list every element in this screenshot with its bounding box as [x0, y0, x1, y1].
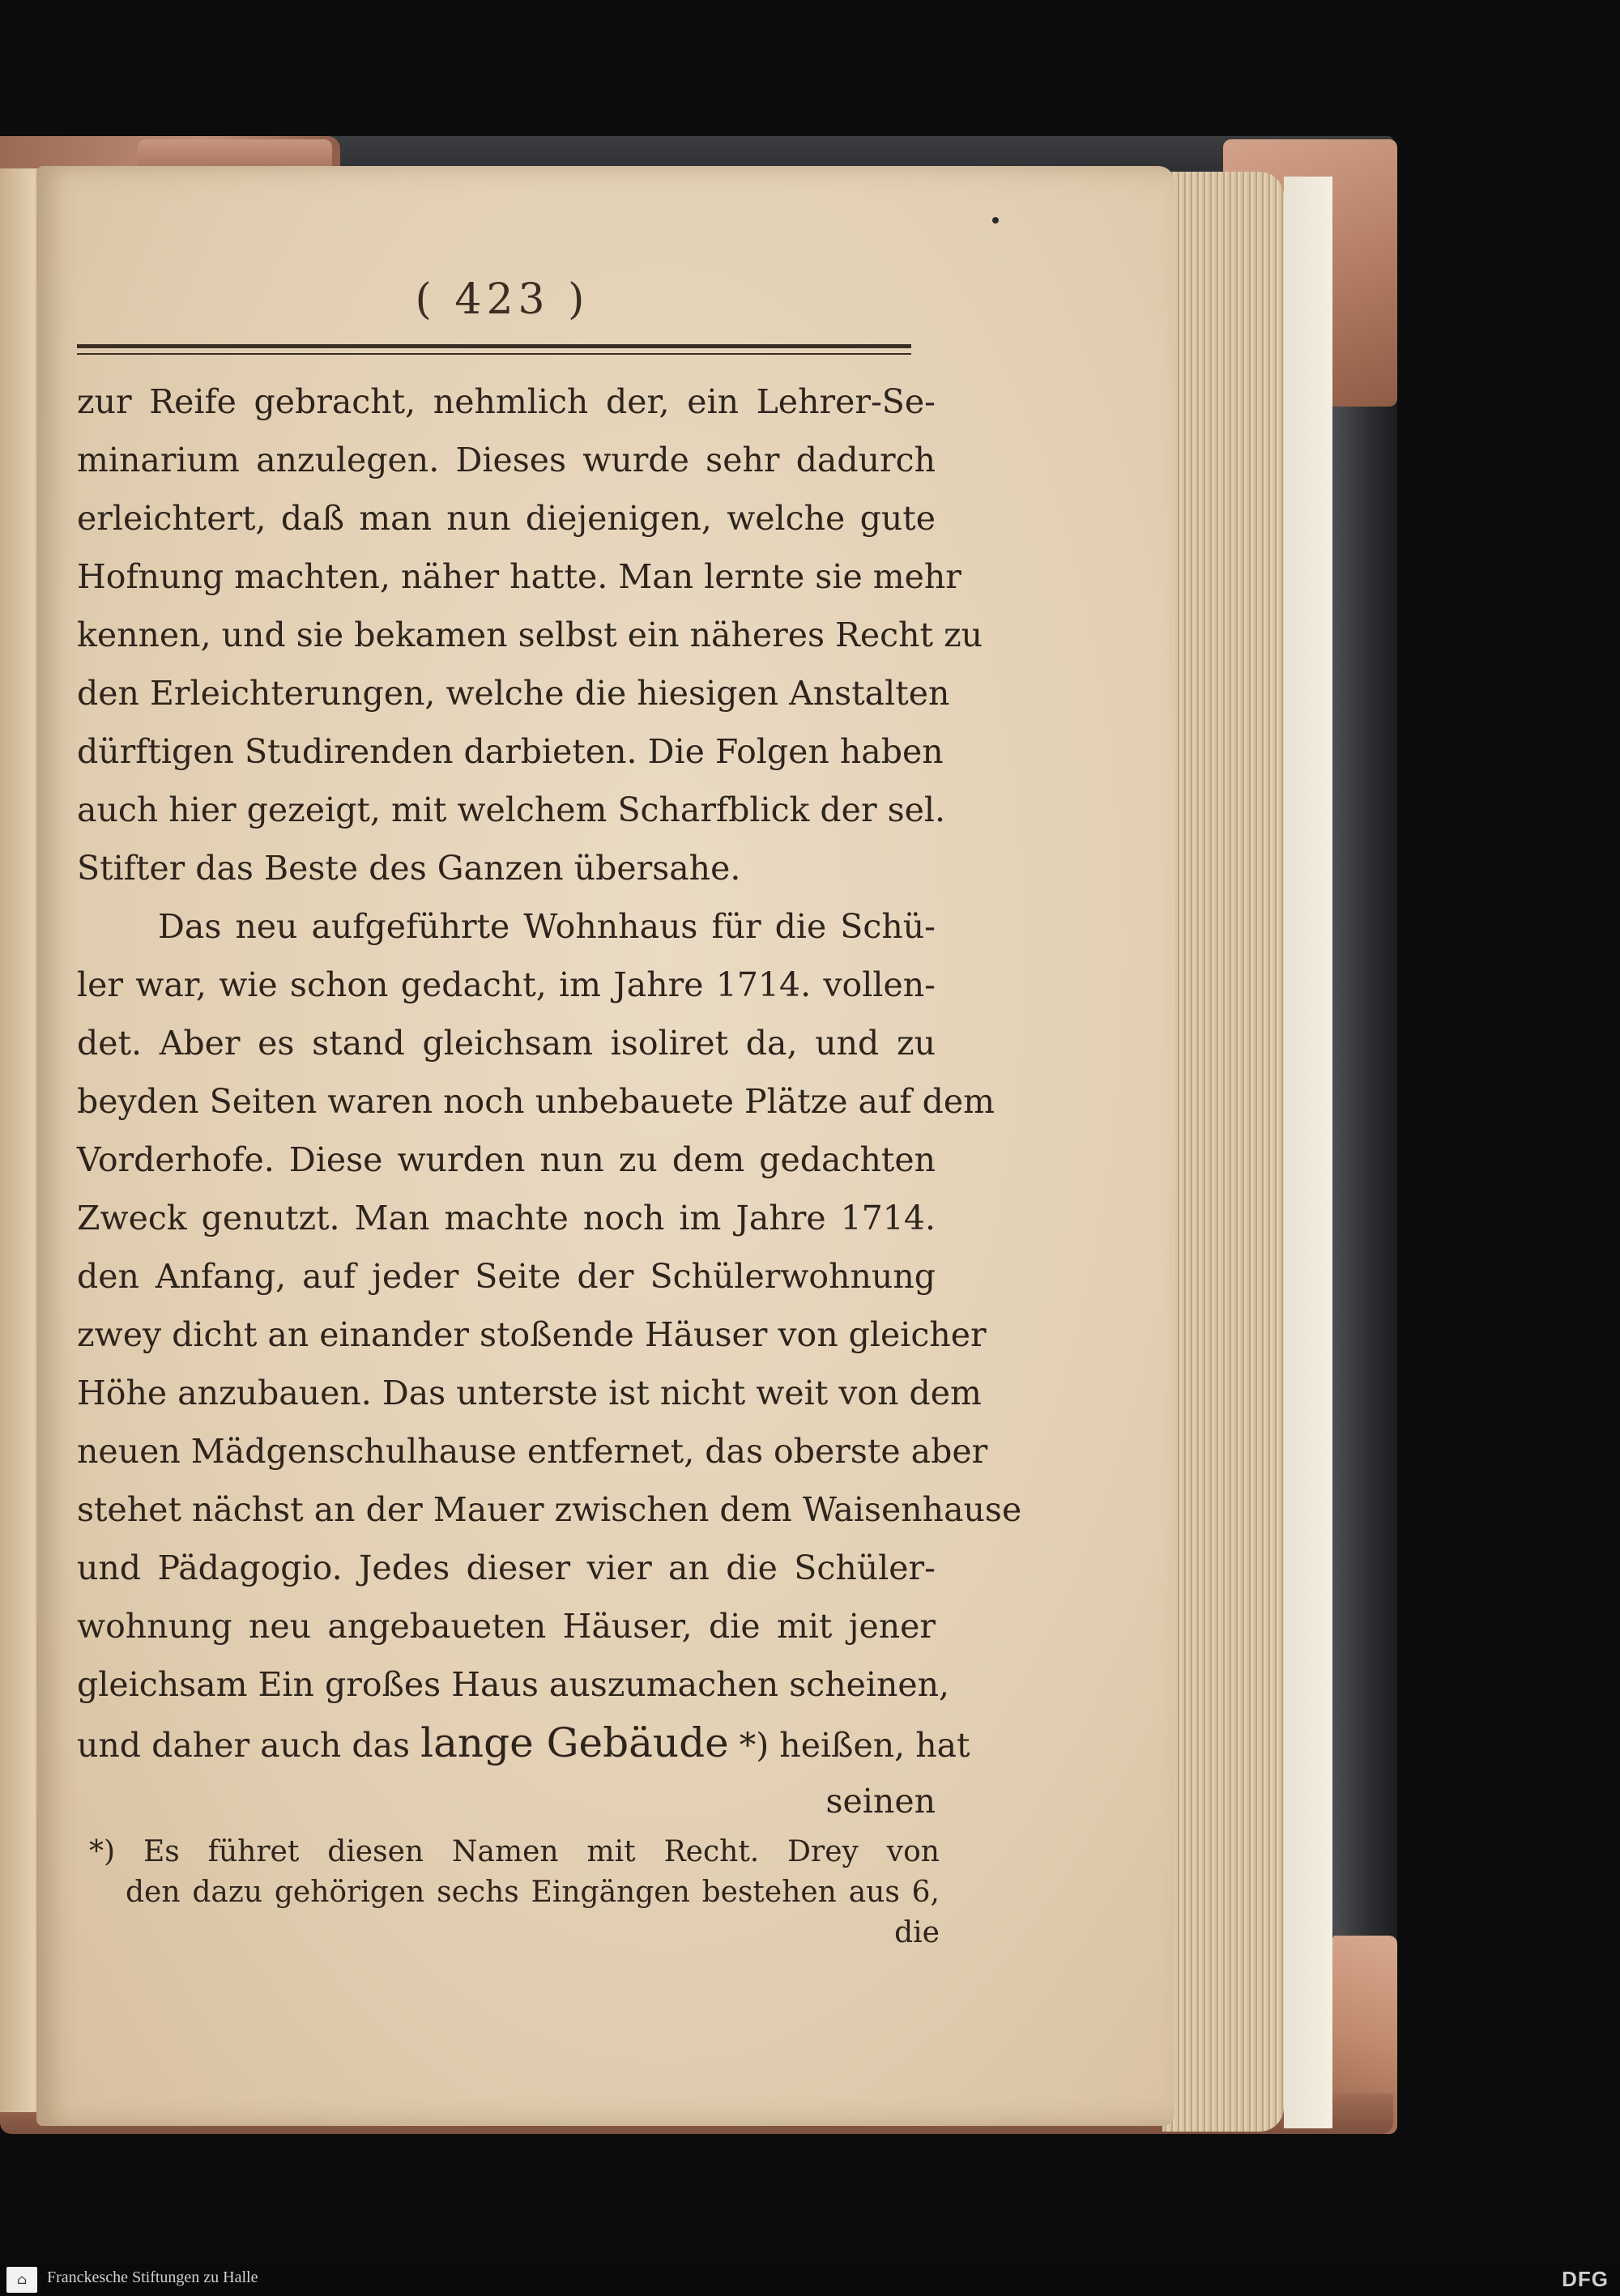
text-line-emphasis [77, 1714, 970, 1772]
text-fragment: *) heißen, hat [728, 1726, 970, 1765]
text-line: Vorderhofe. Diese wurden nun zu dem gedachten [77, 1140, 936, 1179]
page-number: ( 423 ) [415, 275, 590, 324]
text-line: beyden Seiten waren noch unbebauete Plätze auf dem [77, 1082, 995, 1121]
funder-logo: DFG [1562, 2267, 1609, 2291]
text-line: zwey dicht an einander stoßende Häuser von gleicher [77, 1315, 987, 1354]
text-line: det. Aber es stand gleichsam isoliret da, und zu [77, 1024, 936, 1063]
page-block-edges [1162, 172, 1284, 2132]
footnote [89, 1832, 940, 1953]
inserted-sheet [1284, 177, 1332, 2128]
text-line: minarium anzulegen. Dieses wurde sehr dadurch [77, 441, 936, 479]
emphasized-term: lange Gebäude [420, 1719, 729, 1766]
building-logo-icon: ⌂ [6, 2267, 37, 2293]
text-line: und Pädagogio. Jedes dieser vier an die Schüler- [77, 1548, 936, 1587]
text-line: gleichsam Ein großes Haus auszumachen scheinen, [77, 1665, 950, 1704]
header-rule-thick [77, 344, 911, 348]
catchword: seinen [825, 1782, 936, 1821]
paragraph-start-line: Das neu aufgeführte Wohnhaus für die Schü- [158, 907, 936, 946]
body-text [77, 373, 1022, 1830]
text-line: Zweck genutzt. Man machte noch im Jahre 1714. [77, 1199, 936, 1237]
institution-name: Franckesche Stiftungen zu Halle [47, 2268, 258, 2286]
text-line: Hofnung machten, näher hatte. Man lernte sie mehr [77, 557, 961, 596]
footnote-line: *) Es führet diesen Namen mit Recht. Drey von [89, 1835, 940, 1868]
text-line: den Anfang, auf jeder Seite der Schülerwohnung [77, 1257, 936, 1296]
text-line: Höhe anzubauen. Das unterste ist nicht weit von dem [77, 1374, 982, 1412]
text-line: neuen Mädgenschulhause entfernet, das oberste aber [77, 1432, 988, 1471]
footer-bar [0, 2264, 1620, 2296]
text-line: dürftigen Studirenden darbieten. Die Folgen haben [77, 732, 944, 771]
text-line: auch hier gezeigt, mit welchem Scharfblick der sel. [77, 790, 946, 829]
text-fragment: und daher auch das [77, 1726, 421, 1765]
text-line: erleichtert, daß man nun diejenigen, welche gute [77, 499, 936, 538]
footnote-line: den dazu gehörigen sechs Eingängen bestehen aus 6, [126, 1876, 940, 1909]
text-line: stehet nächst an der Mauer zwischen dem Waisenhause [77, 1490, 1022, 1529]
header-rule-thin [77, 353, 911, 355]
text-line: wohnung neu angebaueten Häuser, die mit jener [77, 1607, 936, 1646]
text-line: zur Reife gebracht, nehmlich der, ein Lehrer-Se- [77, 382, 936, 421]
text-line: kennen, und sie bekamen selbst ein näheres Recht zu [77, 616, 983, 654]
text-line: ler war, wie schon gedacht, im Jahre 1714. vollen- [77, 965, 936, 1004]
text-line: den Erleichterungen, welche die hiesigen Anstalten [77, 674, 950, 713]
dust-speck [992, 217, 999, 224]
footnote-catchword: die [894, 1916, 940, 1949]
text-line: Stifter das Beste des Ganzen übersahe. [77, 849, 741, 888]
